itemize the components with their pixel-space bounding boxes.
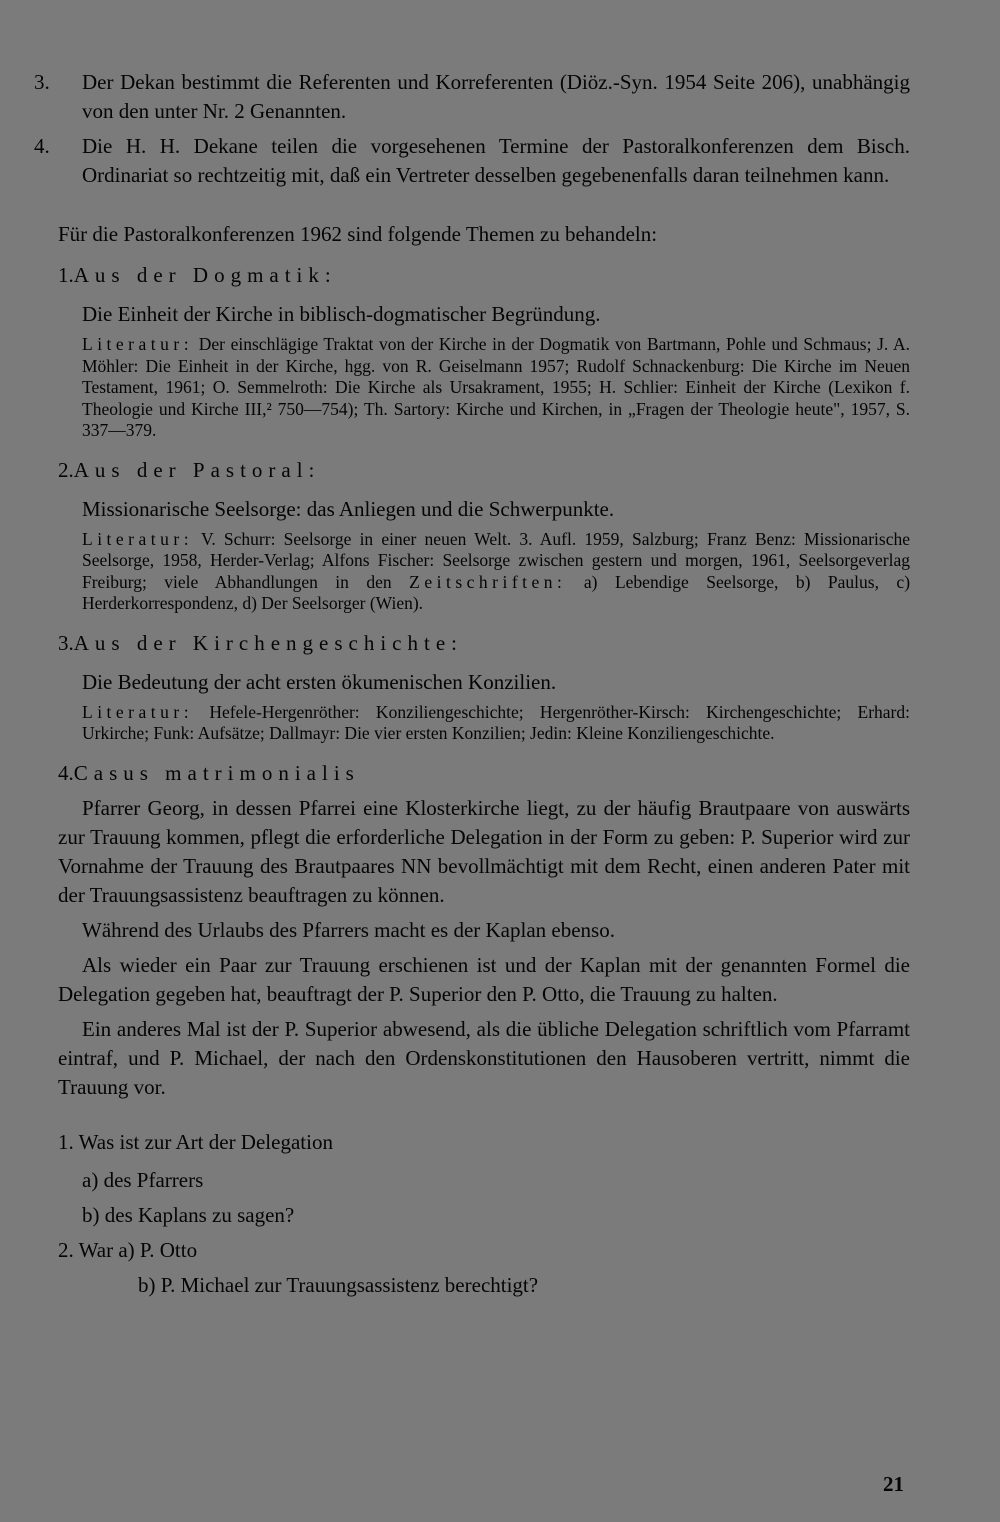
intro-text: Für die Pastoralkonferenzen 1962 sind folgende Themen zu behandeln: (58, 222, 658, 246)
casus-paragraph-4: Ein anderes Mal ist der P. Superior abwesend, als die übliche Delegation schriftlich vom Pfarramt eintraf, und P. Michael, der nach den Ordenskonstitutionen den Hausoberen vertritt, nimmt die Trauung vor. (58, 1016, 910, 1099)
topic-1-title: Die Einheit der Kirche in biblisch-dogmatischer Begründung. (82, 302, 601, 326)
casus-paragraph-2: Während des Urlaubs des Pfarrers macht es der Kaplan ebenso. (82, 917, 615, 942)
topic-2-title: Missionarische Seelsorge: das Anliegen und die Schwerpunkte. (82, 496, 615, 521)
question-1: 1. Was ist zur Art der Delegation (58, 1129, 333, 1154)
topic-1-literature: Literatur: Der einschlägige Traktat von der Kirche in der Dogmatik von Bartmann, Pohle und Schmaus; J. A. Möhler: Die Einheit in der Kirche, hgg. von R. Geiselmann 1957; Rudolf Schnackenburg: Die Kirche im Neuen Testament, 1961; O. Semmelroth: Die Kirche als Ursakrament, 1955; H. Schlier: Einheit der Kirche (Lexikon f. Theologie und Kirche III,² 750—754); Th. Sartory: Kirche und Kirchen, in „Fragen der Theologie heute", 1957, S. 337—379. (82, 334, 910, 440)
topic-3-heading: 3.Aus der Kirchengeschichte: (58, 630, 463, 655)
topic-1-heading: 1.Aus der Dogmatik: (58, 263, 337, 287)
page-content (34, 68, 911, 1300)
topic-3-literature: Literatur: Hefele-Hergenröther: Konziliengeschichte; Hergenröther-Kirsch: Kirchengeschichte; Erhard: Urkirche; Funk: Aufsätze; Dallmayr: Die vier ersten Konzilien; Jedin: Kleine Konziliengeschichte. (82, 701, 911, 743)
casus-paragraph-1: Pfarrer Georg, in dessen Pfarrei eine Klosterkirche liegt, zu der häufig Brautpaare von auswärts zur Trauung kommen, pflegt die erforderliche Delegation in der Form zu geben: P. Superior wird zur Vornahme der Trauung des Brautpaares NN bevollmächtigt mit dem Recht, einen anderen Pater mit der Trauungsassistenz beauftragen zu können. (58, 795, 910, 907)
list-item-3: 3. Der Dekan bestimmt die Referenten und Korreferenten (Diöz.-Syn. 1954 Seite 206), unabhängig von den unter Nr. 2 Genannten. (34, 70, 910, 123)
casus-heading: 4.Casus matrimonialis (58, 760, 360, 785)
question-2b: b) P. Michael zur Trauungsassistenz berechtigt? (138, 1272, 539, 1297)
page-number: 21 (883, 1472, 904, 1496)
topic-2-heading: 2.Aus der Pastoral: (58, 457, 321, 482)
list-item-4: 4. Die H. H. Dekane teilen die vorgesehenen Termine der Pastoralkonferenzen dem Bisch. Ordinariat so rechtzeitig mit, daß ein Vertreter desselben gegebenenfalls daran teilnehmen kann. (34, 134, 910, 187)
casus-paragraph-3: Als wieder ein Paar zur Trauung erschienen ist und der Kaplan mit der genannten Formel die Delegation gegeben hat, beauftragt der P. Superior den P. Otto, die Trauung zu halten. (58, 952, 910, 1006)
question-2: 2. War a) P. Otto (58, 1237, 198, 1262)
question-1a: a) des Pfarrers (82, 1167, 204, 1192)
topic-2-literature: Literatur: V. Schurr: Seelsorge in einer neuen Welt. 3. Aufl. 1959, Salzburg; Franz Benz: Missionarische Seelsorge, 1958, Herder-Verlag; Alfons Fischer: Seelsorge zwischen gestern und morgen, 1961, Seelsorgeverlag Freiburg; viele Abhandlungen in den Zeitschriften: a) Lebendige Seelsorge, b) Paulus, c) Herderkorrespondenz, d) Der Seelsorger (Wien). (82, 528, 911, 613)
topic-3-title: Die Bedeutung der acht ersten ökumenischen Konzilien. (82, 669, 557, 694)
question-1b: b) des Kaplans zu sagen? (82, 1202, 295, 1227)
